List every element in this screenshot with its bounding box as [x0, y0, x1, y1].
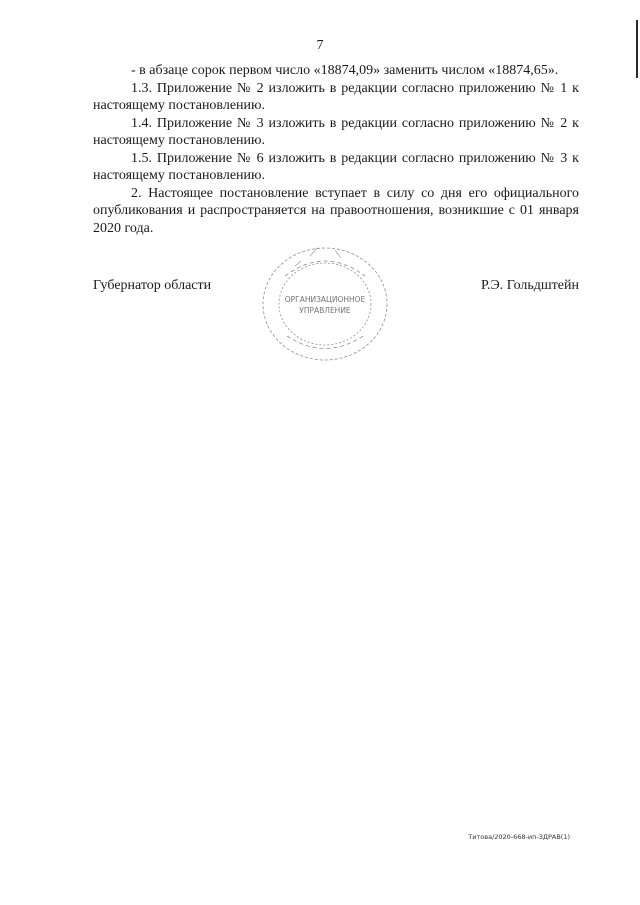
- page-number: 7: [316, 38, 324, 53]
- paragraph-1-4: 1.4. Приложение № 3 изложить в редакции согласно приложению № 2 к настоящему постановлению.: [93, 115, 579, 148]
- signatory-name: Р.Э. Гольдштейн: [480, 278, 579, 293]
- document-body: [93, 62, 579, 237]
- stamp-line-1: ОРГАНИЗАЦИОННОЕ: [284, 295, 366, 304]
- footer-reference-code: Титова/2020-668-ип-ЗДРАВ(1): [468, 833, 570, 841]
- paragraph-1-3: 1.3. Приложение № 2 изложить в редакции согласно приложению № 1 к настоящему постановлению.: [93, 80, 579, 113]
- official-stamp-icon: [255, 236, 395, 366]
- paragraph-1-5: 1.5. Приложение № 6 изложить в редакции согласно приложению № 3 к настоящему постановлению.: [93, 150, 579, 183]
- paragraph-2-effective: 2. Настоящее постановление вступает в силу со дня его официального опубликования и распространяется на правоотношения, возникшие с 01 января 2020 года.: [93, 185, 579, 236]
- paragraph-amendment: - в абзаце сорок первом число «18874,09» заменить числом «18874,65».: [131, 63, 559, 78]
- stamp-line-2: УПРАВЛЕНИЕ: [299, 306, 351, 315]
- signatory-position: Губернатор области: [93, 278, 212, 293]
